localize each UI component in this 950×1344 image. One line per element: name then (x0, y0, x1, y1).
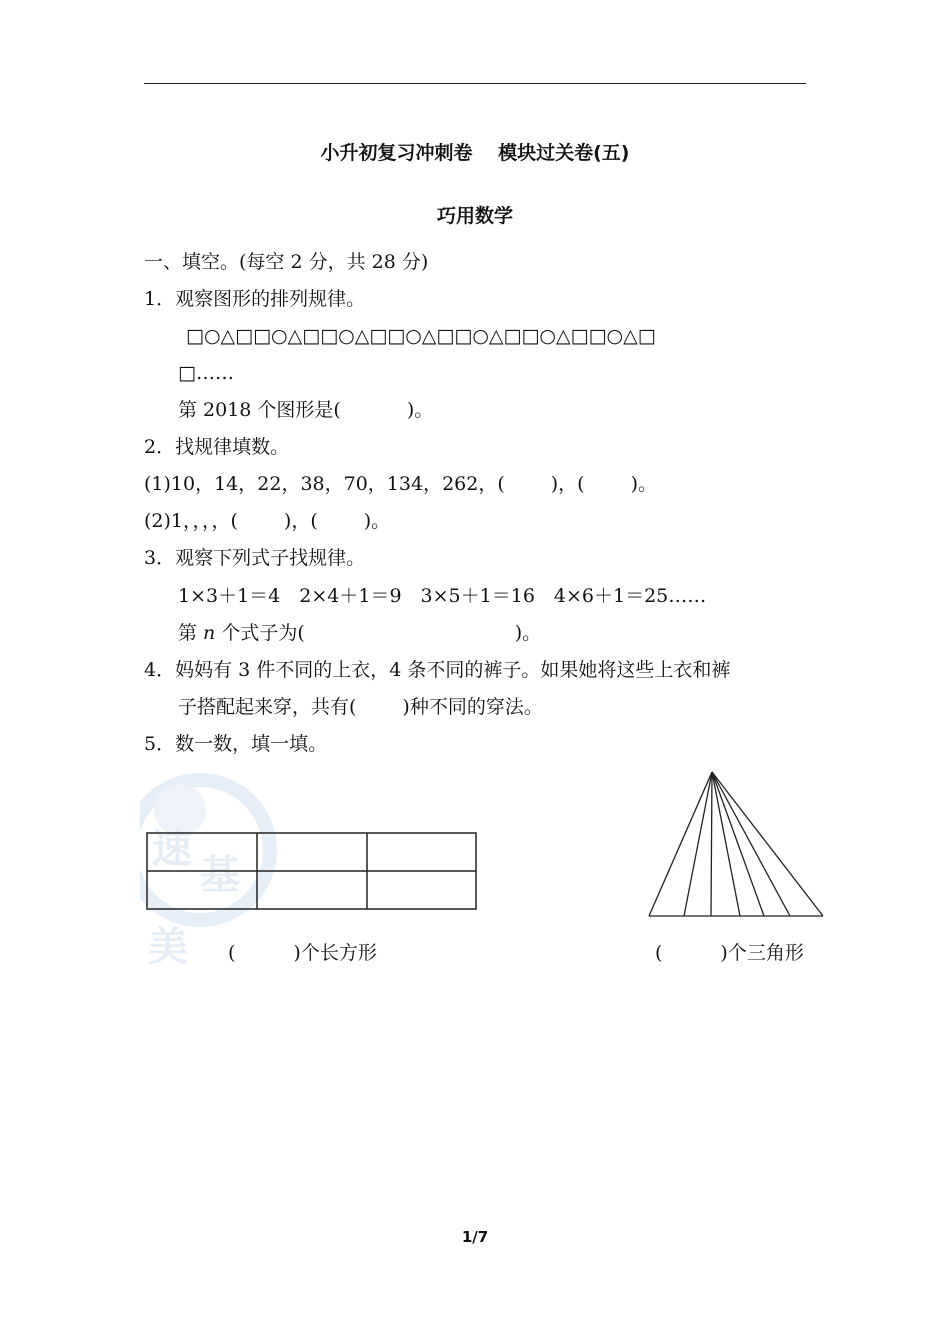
q2-stem: 2．找规律填数。 (144, 436, 290, 458)
triangle-inner-line-5 (712, 772, 790, 916)
q2-part1-post: )。 (630, 473, 657, 495)
triangle-inner-line-1 (684, 772, 712, 916)
q4-line1: 4．妈妈有 3 件不同的上衣，4 条不同的裤子。如果她将这些上衣和裤 (144, 659, 731, 681)
rect-count-caption (228, 938, 377, 965)
triangle-right-edge (712, 772, 823, 916)
q2-part2-pre: (2)1，，，，( (144, 510, 238, 532)
page-number: 1/7 (461, 1228, 489, 1246)
q3-stem: 3．观察下列式子找规律。 (144, 547, 366, 569)
q2-part1-mid: )，( (550, 473, 585, 495)
q2-part2-mid: )，( (283, 510, 318, 532)
q2-part2 (144, 509, 390, 533)
rect-caption-open: ( (228, 942, 236, 964)
triangle-inner-line-3 (712, 772, 740, 916)
tri-caption-close: )个三角形 (720, 942, 804, 964)
q4-line2-post: )种不同的穿法。 (402, 696, 543, 718)
rectangle-grid-figure (140, 826, 485, 918)
watermark-char-3: 美 (148, 924, 188, 970)
triangle-left-edge (649, 772, 712, 916)
q5-stem: 5．数一数，填一填。 (144, 733, 328, 755)
q4-line2-pre: 子搭配起来穿，共有( (178, 696, 357, 718)
q3-question (178, 621, 541, 645)
rect-caption-close: )个长方形 (293, 942, 377, 964)
q2-part1 (144, 472, 657, 496)
q2-part1-pre: (1)10，14，22，38，70，134，262，( (144, 473, 505, 495)
page-title: 小升初复习冲刺卷 模块过关卷(五) (320, 142, 630, 164)
q4-line2 (178, 695, 543, 719)
q3-question-mid: 个式子为( (215, 622, 305, 644)
section-heading: 一、填空。(每空 2 分，共 28 分) (144, 251, 429, 273)
page-subtitle: 巧用数学 (436, 205, 513, 227)
q1-sequence-line2: □…… (178, 362, 234, 384)
tri-count-caption (655, 938, 804, 965)
q1-stem: 1．观察图形的排列规律。 (144, 288, 366, 310)
triangle-fan-figure (640, 766, 832, 924)
q1-question-post: )。 (406, 399, 434, 421)
header-rule (144, 83, 806, 84)
q3-variable-n: n (203, 622, 216, 644)
q1-question (178, 398, 433, 422)
q3-question-pre: 第 (178, 622, 204, 644)
triangle-inner-line-4 (712, 772, 764, 916)
q1-question-pre: 第 2018 个图形是( (178, 399, 341, 421)
triangle-inner-line-2 (711, 772, 712, 916)
watermark-char-2: 基 (200, 852, 240, 898)
watermark-char-1: 速 (152, 826, 192, 872)
q3-examples: 1×3＋1＝4 2×4＋1＝9 3×5＋1＝16 4×6＋1＝25…… (178, 585, 707, 607)
q1-sequence-line1: □○△□□○△□□○△□□○△□□○△□□○△□□○△□ (186, 325, 656, 347)
q2-part2-post: )。 (363, 510, 391, 532)
q3-question-post: )。 (514, 622, 542, 644)
tri-caption-open: ( (655, 942, 663, 964)
